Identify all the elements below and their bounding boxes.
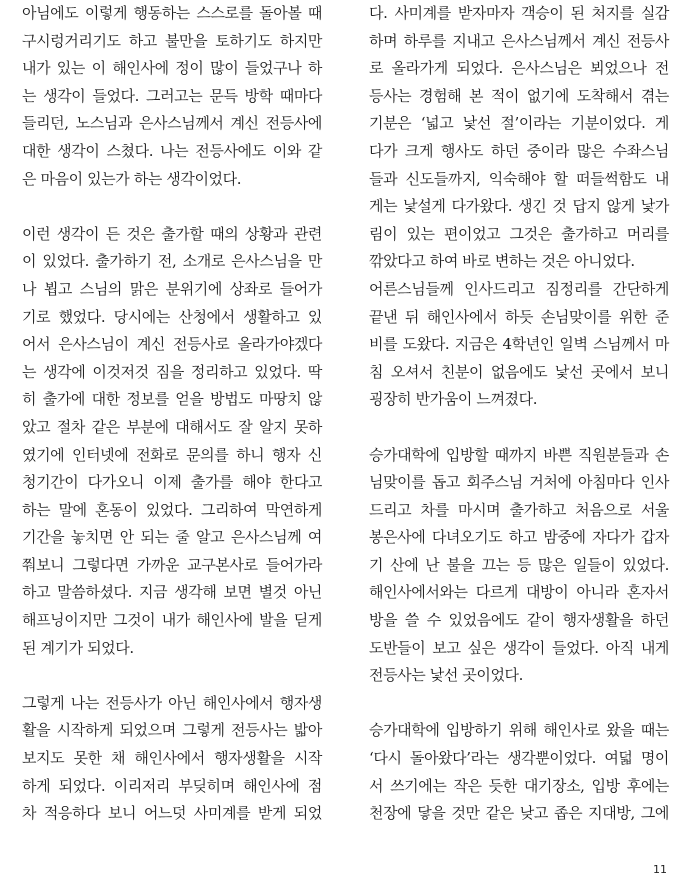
text-line: 서 쓰기에는 작은 듯한 대기장소, 입방 후에는	[369, 776, 669, 795]
text-line: 쭤보니 그렇다면 가까운 교구본사로 들어가라	[22, 555, 322, 574]
left-column	[22, 0, 322, 828]
text-line: 끝낸 뒤 해인사에서 하듯 손님맞이를 위한 준	[369, 307, 669, 326]
text-line: 하게 되었다. 이리저리 부딪히며 해인사에 점	[22, 776, 322, 795]
paragraph	[369, 0, 669, 414]
text-line: 하는 말에 혼동이 있었다. 그리하여 막연하게	[22, 500, 322, 519]
text-line: 였기에 인터넷에 전화로 문의를 하니 행자 신	[22, 445, 322, 464]
text-line: 하며 하루를 지내고 은사스님께서 계신 전등사	[369, 31, 669, 50]
page-number: 11	[653, 863, 667, 876]
text-line: 내가 있는 이 해인사에 정이 많이 들었구나 하	[22, 59, 322, 78]
text-line: 침 오셔서 친분이 없음에도 낯선 곳에서 보니	[369, 362, 669, 381]
text-line: 굉장히 반가움이 느껴졌다.	[369, 390, 538, 409]
paragraph-spacer	[22, 193, 322, 221]
text-line: 은 마음이 있는가 하는 생각이었다.	[22, 169, 242, 188]
text-line: 전등사는 낯선 곳이었다.	[369, 666, 524, 685]
paragraph-spacer	[369, 414, 669, 442]
text-line: 나 뵙고 스님의 맑은 분위기에 상좌로 들어가	[22, 279, 322, 298]
text-line: 다가 크게 행사도 하던 중이라 많은 수좌스님	[369, 141, 669, 160]
text-line: 님맞이를 돕고 회주스님 거처에 아침마다 인사	[369, 473, 669, 492]
text-line: 해인사에서와는 다르게 대방이 아니라 혼자서	[369, 583, 669, 602]
text-line: 드리고 차를 마시며 출가하고 처음으로 서울	[369, 500, 669, 519]
text-line: 청기간이 다가오니 이제 출가를 해야 한다고	[22, 473, 322, 492]
text-line: 림이 있는 편이었고 그것은 출가하고 머리를	[369, 224, 669, 243]
text-line: 아님에도 이렇게 행동하는 스스로를 돌아볼 때	[22, 4, 322, 22]
text-line: 게는 낯설게 다가왔다. 생긴 것 답지 않게 낯가	[369, 197, 669, 216]
text-line: 기 산에 난 불을 끄는 등 많은 일들이 있었다.	[369, 555, 669, 574]
right-column	[369, 0, 669, 828]
text-line: 방을 쓸 수 있었음에도 같이 행자생활을 하던	[369, 611, 669, 630]
text-line: 된 계기가 되었다.	[22, 638, 134, 657]
text-line: 기간을 놓치면 안 되는 줄 알고 은사스님께 여	[22, 528, 322, 547]
text-line: 봉은사에 다녀오기도 하고 밤중에 자다가 갑자	[369, 528, 669, 547]
text-line: 깎았다고 하여 바로 변하는 것은 아니었다.	[369, 252, 635, 271]
text-line: 들과 신도들까지, 익숙해야 할 떠들썩함도 내	[369, 169, 669, 188]
paragraph-spacer	[369, 690, 669, 718]
text-line: 비를 도왔다. 지금은 4학년인 일벽 스님께서 마	[369, 335, 669, 354]
paragraph	[369, 717, 669, 827]
text-line: 다. 사미계를 받자마자 객승이 된 처지를 실감	[369, 4, 669, 22]
text-line: 로 올라가게 되었다. 은사스님은 뵈었으나 전	[369, 59, 669, 78]
text-line: 활을 시작하게 되었으며 그렇게 전등사는 밟아	[22, 721, 322, 740]
paragraph	[22, 690, 322, 828]
text-line: 들리던, 노스님과 은사스님께서 계신 전등사에	[22, 114, 322, 133]
text-line: 이런 생각이 든 것은 출가할 때의 상황과 관련	[22, 224, 322, 243]
text-line: 는 생각에 이것저것 짐을 정리하고 있었다. 딱	[22, 362, 322, 381]
text-line: 히 출가에 대한 정보를 얻을 방법도 마땅치 않	[22, 390, 322, 409]
text-line: 차 적응하다 보니 어느덧 사미계를 받게 되었	[22, 804, 322, 823]
paragraph	[22, 0, 322, 193]
text-line: 았고 절차 같은 부분에 대해서도 잘 알지 못하	[22, 417, 322, 436]
paragraph	[369, 442, 669, 690]
text-line: 이 있었다. 출가하기 전, 소개로 은사스님을 만	[22, 252, 322, 271]
text-line: ‘다시 돌아왔다’라는 생각뿐이었다. 여덟 명이	[369, 749, 669, 768]
text-line: 는 생각이 들었다. 그러고는 문득 방학 때마다	[22, 86, 322, 105]
text-line: 도반들이 보고 싶은 생각이 들었다. 아직 내게	[369, 638, 669, 657]
text-line: 어서 은사스님이 계신 전등사로 올라가야겠다	[22, 335, 322, 354]
text-line: 대한 생각이 스쳤다. 나는 전등사에도 이와 같	[22, 141, 322, 160]
text-line: 그렇게 나는 전등사가 아닌 해인사에서 행자생	[22, 693, 322, 712]
paragraph-spacer	[22, 662, 322, 690]
text-line: 기분은 ‘넓고 낯선 절’이라는 기분이었다. 게	[369, 114, 669, 133]
text-line: 승가대학에 입방할 때까지 바쁜 직원분들과 손	[369, 445, 669, 464]
text-line: 천장에 닿을 것만 같은 낮고 좁은 지대방, 그에	[369, 804, 669, 823]
text-line: 해프닝이지만 그것이 내가 해인사에 발을 딛게	[22, 611, 322, 630]
paragraph	[22, 221, 322, 663]
text-line: 보지도 못한 채 해인사에서 행자생활을 시작	[22, 749, 322, 768]
text-line: 기로 했었다. 당시에는 산청에서 생활하고 있	[22, 307, 322, 326]
text-line: 승가대학에 입방하기 위해 해인사로 왔을 때는	[369, 721, 669, 740]
text-line: 구시렁거리기도 하고 불만을 토하기도 하지만	[22, 31, 322, 50]
text-line: 어른스님들께 인사드리고 짐정리를 간단하게	[369, 279, 669, 298]
text-line: 등사는 경험해 본 적이 없기에 도착해서 겪는	[369, 86, 669, 105]
text-line: 하고 말씀하셨다. 지금 생각해 보면 별것 아닌	[22, 583, 322, 602]
